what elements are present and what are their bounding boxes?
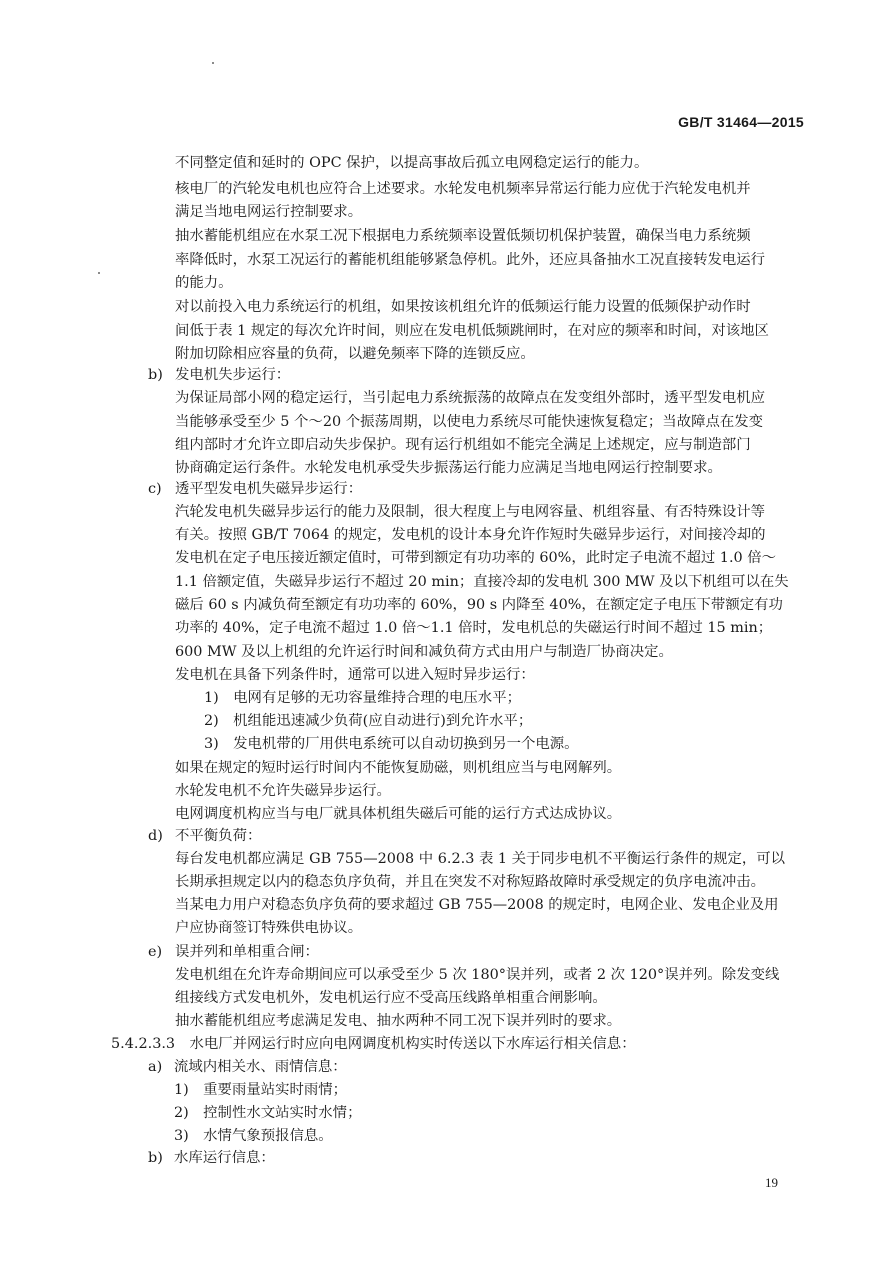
item-heading: 流域内相关水、雨情信息： xyxy=(174,1059,347,1075)
sub-item: 1) 重要雨量站实时雨情； xyxy=(174,1082,348,1098)
body-line: 满足当地电网运行控制要求。 xyxy=(175,204,363,220)
body-line: 抽水蓄能机组应考虑满足发电、抽水两种不同工况下误并列时的要求。 xyxy=(175,1013,622,1029)
item-heading: 误并列和单相重合闸： xyxy=(175,944,319,960)
list-label: b) xyxy=(148,367,163,383)
body-line: 如果在规定的短时运行时间内不能恢复励磁，则机组应当与电网解列。 xyxy=(175,760,622,776)
body-line: 当能够承受至少 5 个～20 个振荡周期，以使电力系统尽可能快速恢复稳定；当故障点在发变 xyxy=(175,414,764,430)
scan-speck xyxy=(212,62,214,64)
body-line: 协商确定运行条件。水轮发电机承受失步振荡运行能力应满足当地电网运行控制要求。 xyxy=(175,460,722,476)
section-heading: 5.4.2.3.3 水电厂并网运行时应向电网调度机构实时传送以下水库运行相关信息： xyxy=(111,1036,636,1052)
body-line: 当某电力用户对稳态负序负荷的要求超过 GB 755—2008 的规定时，电网企业、发电企业及用 xyxy=(175,897,779,913)
body-line: 600 MW 及以上机组的允许运行时间和减负荷方式由用户与制造厂协商决定。 xyxy=(175,644,673,660)
sub-item: 3) 发电机带的厂用供电系统可以自动切换到另一个电源。 xyxy=(204,736,579,752)
body-line: 每台发电机都应满足 GB 755—2008 中 6.2.3 表 1 关于同步电机不平衡运行条件的规定，可以 xyxy=(175,851,786,867)
item-heading: 不平衡负荷： xyxy=(175,828,262,844)
body-line: 间低于表 1 规定的每次允许时间，则应在发电机低频跳闸时，在对应的频率和时间，对该地区 xyxy=(175,323,769,339)
sub-item: 2) 机组能迅速减少负荷(应自动进行)到允许水平； xyxy=(204,713,533,729)
list-label: e) xyxy=(148,944,163,960)
body-line: 组接线方式发电机外，发电机运行应不受高压线路单相重合闸影响。 xyxy=(175,990,607,1006)
body-line: 水轮发电机不允许失磁异步运行。 xyxy=(175,783,391,799)
body-line: 的能力。 xyxy=(175,275,233,291)
list-label: d) xyxy=(148,828,163,844)
body-line: 1.1 倍额定值，失磁异步运行不超过 20 min；直接冷却的发电机 300 MW 及以下机组可以在失 xyxy=(175,574,789,590)
list-label: c) xyxy=(148,481,162,497)
body-line: 不同整定值和延时的 OPC 保护，以提高事故后孤立电网稳定运行的能力。 xyxy=(175,155,649,171)
body-line: 组内部时才允许立即启动失步保护。现有运行机组如不能完全满足上述规定，应与制造部门 xyxy=(175,437,751,453)
body-line: 汽轮发电机失磁异步运行的能力及限制，很大程度上与电网容量、机组容量、有否特殊设计等 xyxy=(175,504,766,520)
body-line: 长期承担规定以内的稳态负序负荷，并且在突发不对称短路故障时承受规定的负序电流冲击。 xyxy=(175,874,766,890)
body-line: 发电机在具备下列条件时，通常可以进入短时异步运行： xyxy=(175,667,535,683)
body-line: 有关。按照 GB/T 7064 的规定，发电机的设计本身允许作短时失磁异步运行，对间接冷却的 xyxy=(175,527,766,543)
body-line: 功率的 40%，定子电流不超过 1.0 倍～1.1 倍时，发电机总的失磁运行时间不超过 15 min； xyxy=(175,620,773,636)
body-line: 发电机在定子电压接近额定值时，可带到额定有功功率的 60%，此时定子电流不超过 1.0 倍～ xyxy=(175,550,777,566)
body-line: 磁后 60 s 内减负荷至额定有功功率的 60%，90 s 内降至 40%，在额定定子电压下带额定有功 xyxy=(175,597,783,613)
body-line: 对以前投入电力系统运行的机组，如果按该机组允许的低频运行能力设置的低频保护动作时 xyxy=(175,299,751,315)
standard-number: GB/T 31464—2015 xyxy=(678,114,804,130)
sub-item: 1) 电网有足够的无功容量维持合理的电压水平； xyxy=(204,690,521,706)
sub-item: 3) 水情气象预报信息。 xyxy=(174,1128,333,1144)
scan-speck xyxy=(98,272,100,274)
body-line: 发电机组在允许寿命期间应可以承受至少 5 次 180°误并列，或者 2 次 120°误并列。除发变线 xyxy=(175,967,780,983)
body-line: 为保证局部小网的稳定运行，当引起电力系统振荡的故障点在发变组外部时，透平型发电机应 xyxy=(175,390,766,406)
item-heading: 水库运行信息： xyxy=(174,1150,275,1166)
body-line: 抽水蓄能机组应在水泵工况下根据电力系统频率设置低频切机保护装置，确保当电力系统频 xyxy=(175,228,751,244)
item-heading: 透平型发电机失磁异步运行： xyxy=(175,481,363,497)
page-number: 19 xyxy=(765,1175,778,1190)
item-heading: 发电机失步运行： xyxy=(175,367,291,383)
body-line: 核电厂的汽轮发电机也应符合上述要求。水轮发电机频率异常运行能力应优于汽轮发电机并 xyxy=(175,181,751,197)
body-line: 率降低时，水泵工况运行的蓄能机组能够紧急停机。此外，还应具备抽水工况直接转发电运行 xyxy=(175,252,766,268)
body-line: 电网调度机构应当与电厂就具体机组失磁后可能的运行方式达成协议。 xyxy=(175,806,622,822)
sub-item: 2) 控制性水文站实时水情； xyxy=(174,1105,362,1121)
list-label: a) xyxy=(148,1059,163,1075)
body-line: 附加切除相应容量的负荷，以避免频率下降的连锁反应。 xyxy=(175,346,535,362)
list-label: b) xyxy=(148,1150,163,1166)
body-line: 户应协商签订特殊供电协议。 xyxy=(175,920,363,936)
